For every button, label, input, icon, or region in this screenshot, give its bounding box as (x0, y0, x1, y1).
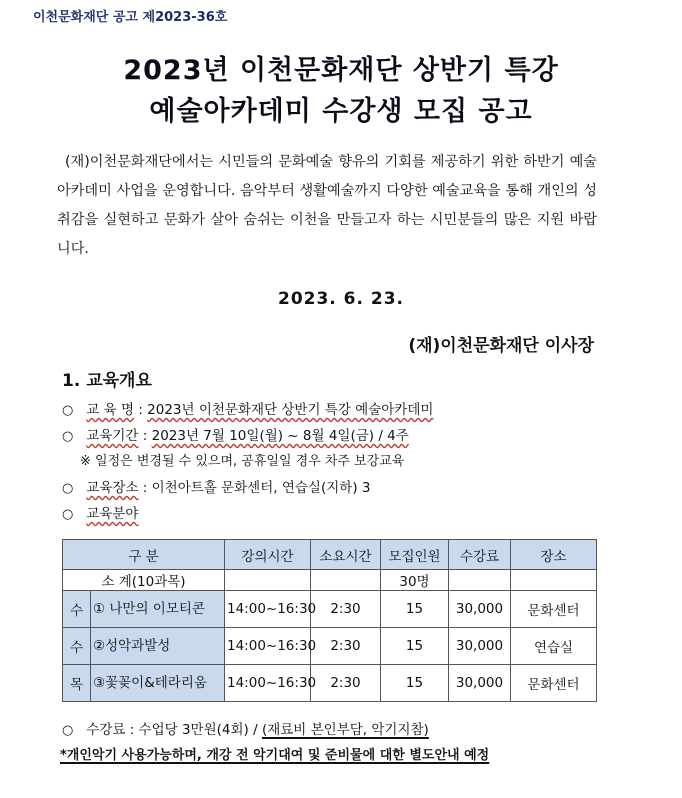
circle-bullet-icon: ○ (62, 403, 74, 418)
row-day: 수 (63, 628, 91, 665)
row-course: ① 나만의 이모티콘 (91, 591, 225, 628)
col-header-capacity: 모집인원 (381, 540, 449, 570)
total-count: 30명 (381, 570, 449, 591)
row-place: 연습실 (511, 628, 597, 665)
course-table (62, 539, 597, 702)
intro-text: (재)이천문화재단에서는 시민들의 문화예술 향유의 기회를 제공하기 위한 하반기 예술아카데미 사업을 운영합니다. 음악부터 생활예술까지 다양한 예술교육을 통해 개인의 성취감을 실현하고 문화가 살아 숨쉬는 이천을 만들고자 하는 시민분들의 많은 지원 바랍니다. (57, 154, 597, 257)
table-row (63, 591, 597, 628)
col-header-place: 장소 (511, 540, 597, 570)
item-sep: : (142, 480, 152, 496)
row-fee: 30,000 (449, 665, 511, 702)
item-value: 2023년 이천문화재단 상반기 특강 예술아카데미 (147, 402, 434, 418)
row-fee: 30,000 (449, 591, 511, 628)
list-item-field (62, 501, 622, 527)
section-title: 1. 교육개요 (62, 371, 152, 391)
circle-bullet-icon: ○ (62, 481, 74, 496)
row-day: 수 (63, 591, 91, 628)
row-place: 문화센터 (511, 665, 597, 702)
row-duration: 2:30 (311, 591, 381, 628)
list-item-course-name (62, 397, 622, 423)
footnote: *개인악기 사용가능하며, 개강 전 악기대여 및 준비물에 대한 별도안내 예정 (60, 748, 490, 763)
notice-number: 이천문화재단 공고 제2023-36호 (33, 10, 228, 25)
row-course: ②성악과발성 (91, 628, 225, 665)
circle-bullet-icon: ○ (62, 429, 74, 444)
total-empty (225, 570, 311, 591)
list-item-period (62, 423, 622, 449)
list-item-location (62, 475, 622, 501)
total-empty (311, 570, 381, 591)
row-capacity: 15 (381, 628, 449, 665)
col-header-duration: 소요시간 (311, 540, 381, 570)
page-title-line-2: 예술아카데미 수강생 모집 공고 (149, 96, 533, 127)
item-label: 교육기간 (86, 428, 139, 444)
row-capacity: 15 (381, 665, 449, 702)
row-capacity: 15 (381, 591, 449, 628)
circle-bullet-icon: ○ (62, 723, 74, 738)
table-header-row (63, 540, 597, 570)
overview-list (62, 397, 622, 527)
col-header-category: 구 분 (63, 540, 225, 570)
row-fee: 30,000 (449, 628, 511, 665)
item-sep: : (142, 428, 152, 444)
page-title-line-1: 2023년 이천문화재단 상반기 특강 (123, 55, 559, 86)
item-label: 교육분야 (86, 506, 139, 522)
row-place: 문화센터 (511, 591, 597, 628)
signature: (재)이천문화재단 이사장 (408, 336, 594, 356)
fee-line (62, 718, 429, 738)
intro-paragraph (57, 148, 597, 264)
item-sep: : (138, 402, 148, 418)
row-course: ③꽃꽂이&테라리움 (91, 665, 225, 702)
table-row (63, 665, 597, 702)
row-time: 14:00~16:30 (225, 628, 311, 665)
total-empty (511, 570, 597, 591)
col-header-time: 강의시간 (225, 540, 311, 570)
item-label: 교육장소 (86, 480, 139, 496)
notice-date: 2023. 6. 23. (277, 289, 404, 309)
row-day: 목 (63, 665, 91, 702)
circle-bullet-icon: ○ (62, 507, 74, 522)
list-note (62, 449, 622, 475)
total-empty (449, 570, 511, 591)
row-duration: 2:30 (311, 628, 381, 665)
item-value: 이천아트홀 문화센터, 연습실(지하) 3 (151, 480, 371, 496)
row-time: 14:00~16:30 (225, 591, 311, 628)
item-value: 2023년 7월 10일(월) ~ 8월 4일(금) / 4주 (151, 428, 409, 444)
col-header-fee: 수강료 (449, 540, 511, 570)
fee-text: 수강료 : 수업당 3만원(4회) / (86, 722, 262, 738)
table-total-row (63, 570, 597, 591)
fee-highlight: (재료비 본인부담, 악기지참) (261, 722, 429, 738)
table-row (63, 628, 597, 665)
item-label: 교 육 명 (86, 402, 135, 418)
schedule-note: ※ 일정은 변경될 수 있으며, 공휴일일 경우 차주 보강교육 (80, 454, 405, 469)
row-time: 14:00~16:30 (225, 665, 311, 702)
row-duration: 2:30 (311, 665, 381, 702)
total-label: 소 계(10과목) (63, 570, 225, 591)
